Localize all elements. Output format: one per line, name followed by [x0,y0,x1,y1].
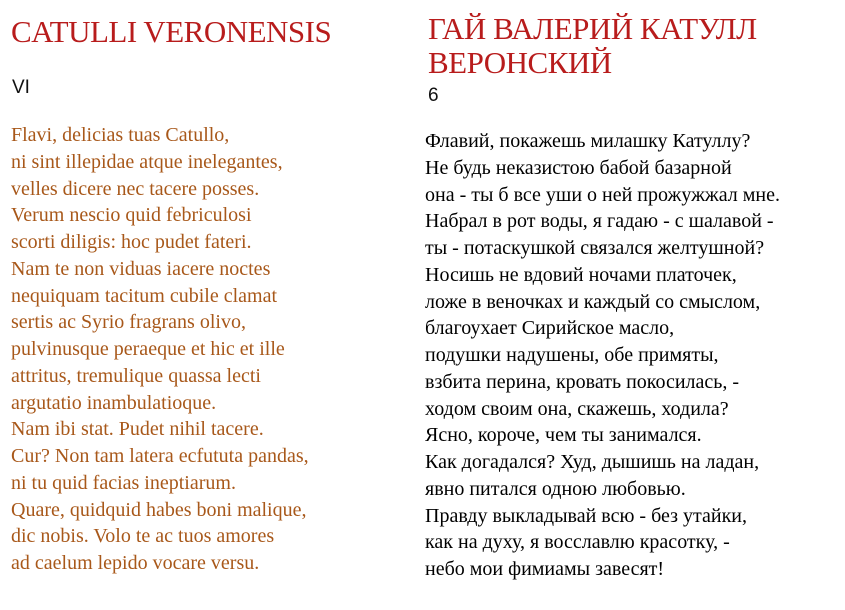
verse-line: argutatio inambulatioque. [11,391,217,414]
verse-line: Nam te non viduas iacere noctes [11,257,271,280]
verse-line: Verum nescio quid febriculosi [11,204,252,227]
russian-verse [425,128,780,583]
verse-line: velles dicere nec tacere posses. [11,177,260,200]
verse-line: явно питался одною любовью. [425,477,686,500]
verse-line: благоухает Сирийское масло, [425,317,675,340]
verse-line: Nam ibi stat. Pudet nihil tacere. [11,418,264,441]
verse-line: nequiquam tacitum cubile clamat [11,284,278,307]
verse-line: attritus, tremulique quassa lecti [11,364,261,387]
latin-verse [11,122,309,577]
verse-line: Флавий, покажешь милашку Катуллу? [425,130,751,152]
verse-line: Носишь не вдовий ночами платочек, [425,263,737,286]
latin-title: CATULLI VERONENSIS [11,14,332,49]
verse-line: Не будь неказистою бабой базарной [425,156,732,179]
verse-line: ni tu quid facias ineptiarum. [11,471,236,494]
verse-line: она - ты б все уши о ней прожужжал мне. [425,183,780,206]
verse-line: dic nobis. Volo te ac tuos amores [11,525,275,548]
verse-line: Правду выкладывай всю - без утайки, [425,504,747,527]
verse-line: Flavi, delicias tuas Catullo, [11,124,230,146]
verse-line: Как догадался? Худ, дышишь на ладан, [425,451,760,473]
verse-line: как на духу, я восславлю красотку, - [425,531,730,554]
verse-line: pulvinusque peraeque et hic et ille [11,338,285,360]
verse-line: небо мои фимиамы завесят! [425,558,665,580]
verse-line: ni sint illepidae atque inelegantes, [11,150,283,173]
verse-line: ad caelum lepido vocare versu. [11,552,260,574]
verse-line: ходом своим она, скажешь, ходила? [425,397,729,420]
verse-line: Quare, quidquid habes boni malique, [11,498,307,521]
verse-line: ложе в веночках и каждый со смыслом, [425,290,761,313]
verse-line: Cur? Non tam latera ecfututa pandas, [11,445,309,467]
verse-line: Набрал в рот воды, я гадаю - с шалавой - [425,210,774,233]
verse-line: sertis ac Syrio fragrans olivo, [11,311,246,334]
latin-poem-number: VI [12,77,30,98]
russian-poem-number: 6 [428,85,439,106]
verse-line: scorti diligis: hoc pudet fateri. [11,231,252,253]
verse-line: подушки надушены, обе примяты, [425,344,719,366]
verse-line: ты - потаскушкой связался желтушной? [425,237,765,259]
verse-line: взбита перина, кровать покосилась, - [425,370,740,393]
verse-line: Ясно, короче, чем ты занимался. [425,424,702,447]
russian-title: ГАЙ ВАЛЕРИЙ КАТУЛЛ ВЕРОНСКИЙ [428,11,757,80]
